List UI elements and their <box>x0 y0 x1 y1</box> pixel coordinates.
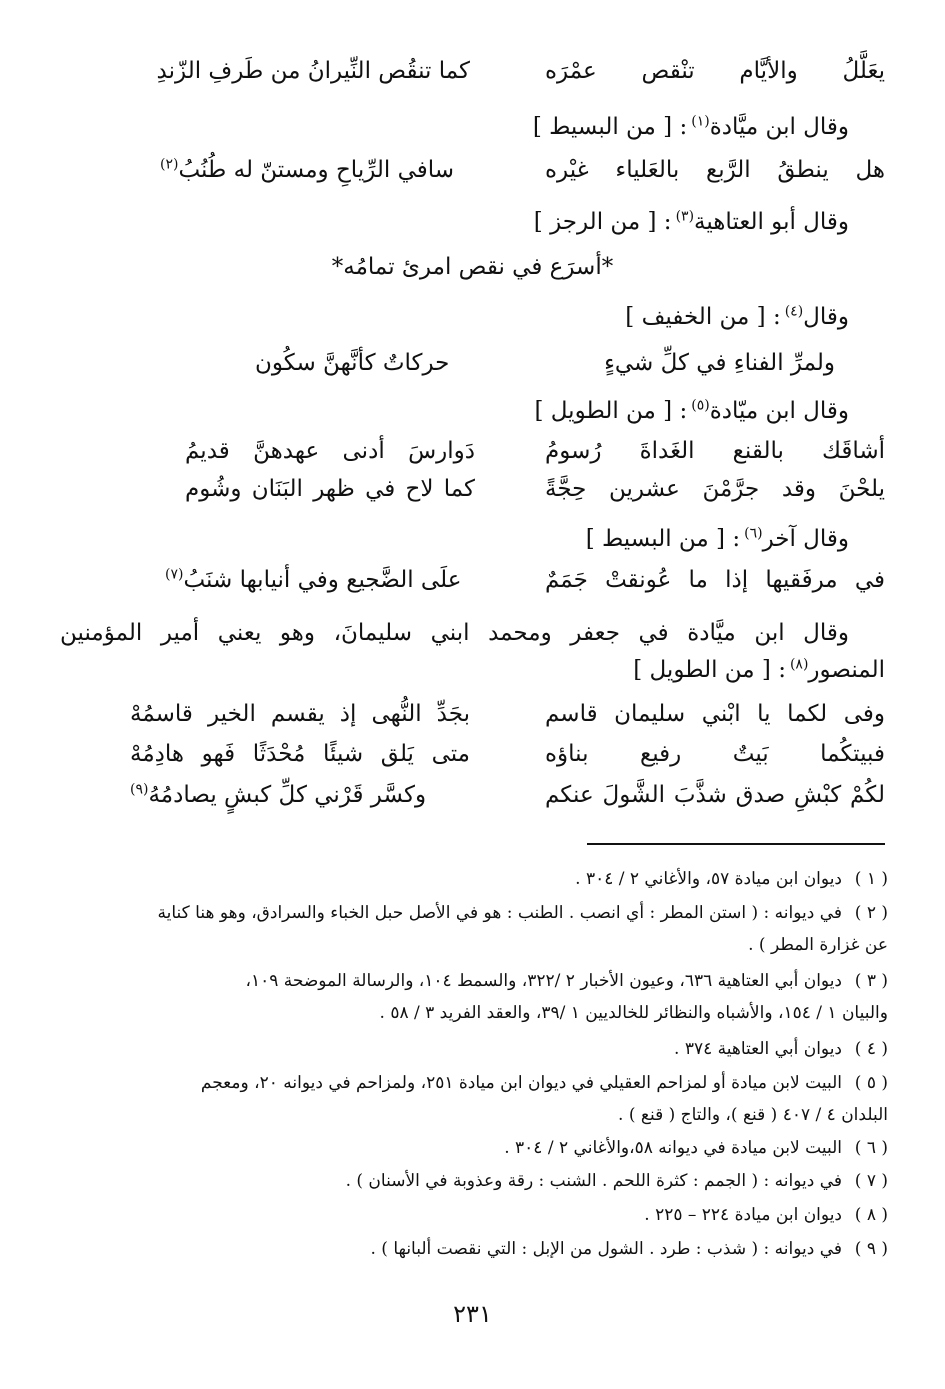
verse-5-second-hemistich: كما لاح في ظهر البَنَان وشُوم <box>185 476 475 502</box>
footnote-4 <box>60 1034 888 1064</box>
footnote-ref-2[interactable]: (٢) <box>160 156 179 173</box>
footnote-6 <box>60 1133 888 1163</box>
prose-text: المنصور <box>808 657 885 683</box>
intro-text: وقال آخر <box>762 526 849 552</box>
verse-9-second-hemistich <box>130 778 426 812</box>
verse-4-first-hemistich: أشاقَك بالقنع الغَداةَ رُسومُ <box>545 438 885 464</box>
meter-label: : [ من الخفيف ] <box>625 304 781 330</box>
verse-8-first-hemistich: فبيتكُما بَيتٌ رفيع بناؤه <box>545 741 885 767</box>
verse-2-first-hemistich: هل ينطقُ الرَّبع بالعَلياء غيْره <box>545 157 885 183</box>
footnote-text: ديوان أبي العتاهية ٦٣٦، وعيون الأخبار ٢ /٣٢٢، والسمط ١٠٤، والرسالة الموضحة ١٠٩، <box>245 971 842 991</box>
footnote-ref-9[interactable]: (٩) <box>130 781 149 798</box>
meter-label: : [ من الطويل ] <box>534 398 688 424</box>
verse-5-first-hemistich: يلحْنَ وقد جرَّمْنَ عشرين حِجَّةً <box>545 476 885 502</box>
footnote-text: ديوان ابن ميادة ٢٢٤ – ٢٢٥ . <box>644 1205 842 1225</box>
meter-label: : [ من البسيط ] <box>585 526 741 552</box>
footnote-ref-5[interactable]: (٥) <box>691 397 710 414</box>
verse-9-second-text: وكسَّر قَرْني كلِّ كبشٍ يصادمُهُ <box>148 782 427 808</box>
footnote-ref-8[interactable]: (٨) <box>789 656 809 673</box>
verse-6-second-hemistich <box>165 563 461 597</box>
intro-text: وقال <box>803 304 849 330</box>
footnote-text: في ديوانه : ( الجمم : كثرة اللحم . الشنب : رقة وعذوبة في الأسنان ) . <box>345 1171 842 1191</box>
footnote-ref-6[interactable]: (٦) <box>744 525 763 542</box>
intro-line-2 <box>533 110 849 144</box>
footnote-3 <box>60 966 888 996</box>
prose-line-2 <box>633 653 885 687</box>
footnote-text: ديوان ابن ميادة ٥٧، والأغاني ٢ / ٣٠٤ . <box>575 869 842 889</box>
footnote-number: ( ٢ ) <box>854 903 888 923</box>
footnote-ref-1[interactable]: (١) <box>691 113 710 130</box>
footnote-2 <box>60 898 888 928</box>
footnote-number: ( ٨ ) <box>854 1205 888 1225</box>
footnote-number: ( ٥ ) <box>854 1073 888 1093</box>
footnote-1 <box>60 864 888 894</box>
footnote-text: ديوان أبي العتاهية ٣٧٤ . <box>674 1039 842 1059</box>
verse-7-first-hemistich: وفى لكما يا ابْني سليمان قاسم <box>545 701 885 727</box>
rajaz-verse: *أسرَع في نقص امرئ تمامُه* <box>331 254 614 280</box>
verse-9-first-hemistich: لكُمْ كبْشِ صدق شذَّبَ الشَّولَ عنكم <box>545 782 885 808</box>
footnote-5-continuation: البلدان ٤ / ٤٠٧ ( قنع )، والتاج ( قنع ) . <box>618 1105 888 1125</box>
footnote-5 <box>60 1068 888 1098</box>
page-number: ٢٣١ <box>453 1300 492 1328</box>
verse-2-second-text: سافي الرِّياحِ ومستنّ له طُنُبُ <box>178 157 455 183</box>
prose-line-1: وقال ابن ميَّادة في جعفر ومحمد ابني سليمانَ، وهو يعني أمير المؤمنين <box>60 620 849 646</box>
verse-7-second-hemistich: بجَدِّ النُّهى إذ يقسم الخير قاسمُهْ <box>130 701 470 727</box>
verse-4-second-hemistich: دَوارسَ أدنى عهدهنَّ قديمُ <box>185 438 475 464</box>
footnote-ref-3[interactable]: (٣) <box>675 208 695 225</box>
verse-1-first-hemistich: يعَلَّلُ والأيَّام تنْقص عمْرَه <box>545 58 885 84</box>
footnote-text: في ديوانه : ( استن المطر : أي انصب . الطنب : هو في الأصل حبل الخباء والسرادق، وهو هنا كناية <box>157 903 842 923</box>
intro-line-6 <box>625 300 849 334</box>
meter-label: : [ من البسيط ] <box>532 114 688 140</box>
footnote-number: ( ٣ ) <box>854 971 888 991</box>
meter-label: : [ من الرجز ] <box>533 209 672 235</box>
intro-line-8 <box>534 394 849 428</box>
verse-6-first-hemistich: في مرفَقيها إذا ما عُونقتْ جَمَمٌ <box>545 567 885 593</box>
intro-line-4 <box>534 205 849 239</box>
footnote-number: ( ١ ) <box>854 869 888 889</box>
footnote-number: ( ٩ ) <box>854 1239 888 1259</box>
footnote-2-continuation: عن غزارة المطر ) . <box>748 935 888 955</box>
footnote-3-continuation: والبيان ١ / ١٥٤، والأشباه والنظائر للخالديين ١ /٣٩، والعقد الفريد ٣ / ٥٨ . <box>379 1003 888 1023</box>
intro-text: وقال ابن ميَّادة <box>709 114 849 140</box>
footnote-number: ( ٦ ) <box>854 1138 888 1158</box>
footnote-text: البيت لابن ميادة أو لمزاحم العقيلي في ديوان ابن ميادة ٢٥١، ولمزاحم في ديوانه ٢٠، ومعجم <box>200 1073 842 1093</box>
intro-text: وقال أبو العتاهية <box>694 209 849 235</box>
verse-3-first-hemistich: ولمرِّ الفناءِ في كلِّ شيءٍ <box>604 350 835 376</box>
footnote-7 <box>60 1166 888 1196</box>
footnote-text: البيت لابن ميادة في ديوانه ٥٨،والأغاني ٢ / ٣٠٤ . <box>504 1138 842 1158</box>
footnote-text: في ديوانه : ( شذب : طرد . الشول من الإبل : التي نقصت ألبانها ) . <box>370 1239 842 1259</box>
verse-3-second-hemistich: حركاتٌ كأنَّهنَّ سكُون <box>255 350 450 376</box>
verse-8-second-hemistich: متى يَلق شيئًا مُحْدَثًا فَهو هادِمُهْ <box>130 741 470 767</box>
footnote-9 <box>60 1234 888 1264</box>
verse-6-second-text: علَى الضَّجيع وفي أنيابها شنَبُ <box>183 567 462 593</box>
intro-text: وقال ابن ميّادة <box>709 398 849 424</box>
meter-label: : [ من الطويل ] <box>633 657 786 683</box>
footnote-ref-4[interactable]: (٤) <box>784 303 804 320</box>
footnote-number: ( ٤ ) <box>854 1039 888 1059</box>
footnote-divider <box>587 843 885 845</box>
footnote-ref-7[interactable]: (٧) <box>165 566 184 583</box>
intro-line-11 <box>586 522 849 556</box>
verse-2-second-hemistich <box>160 153 454 187</box>
footnote-8 <box>60 1200 888 1230</box>
verse-1-second-hemistich: كما تنقُص النِّيرانُ من طَرفِ الزّندِ <box>156 58 470 84</box>
footnote-number: ( ٧ ) <box>854 1171 888 1191</box>
